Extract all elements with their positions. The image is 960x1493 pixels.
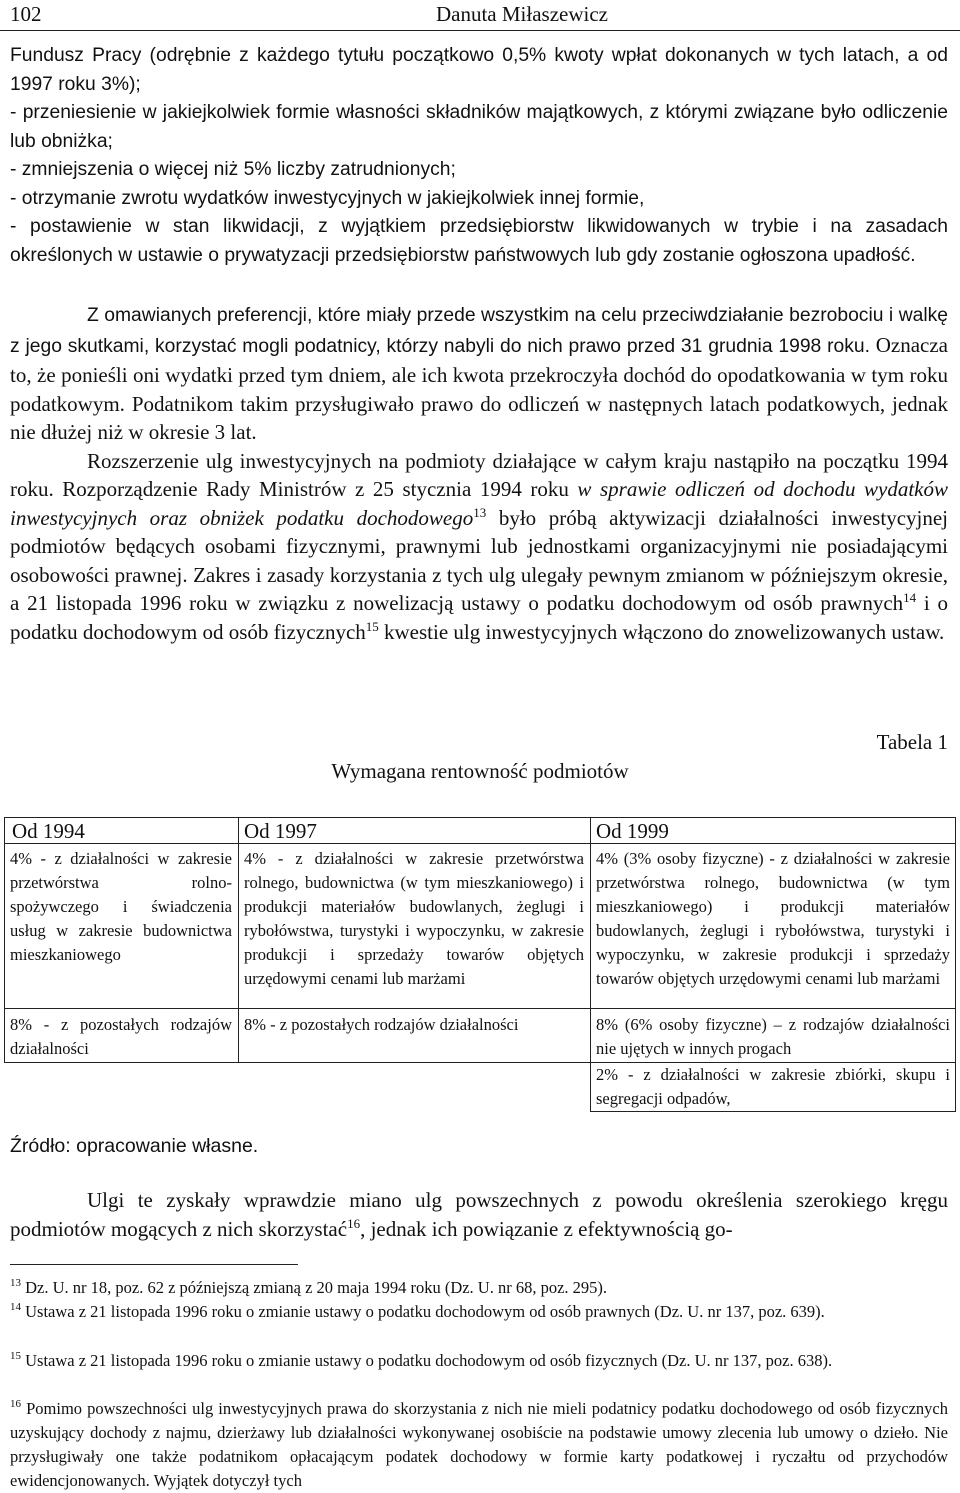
running-head-author: Danuta Miłaszewicz xyxy=(435,2,608,26)
footnote-number: 16 xyxy=(10,1398,21,1410)
table-header-1997: Od 1997 xyxy=(244,819,317,843)
footnote xyxy=(10,1276,948,1300)
body-text xyxy=(10,300,948,646)
paragraph xyxy=(10,447,948,647)
table-header-1994: Od 1994 xyxy=(12,819,85,843)
paragraph-text: , jednak ich powiązanie z efektywnością go- xyxy=(360,1216,733,1241)
footnote-text: Dz. U. nr 18, poz. 62 z późniejszą zmianą z 20 maja 1994 roku (Dz. U. nr 68, poz. 295). xyxy=(25,1278,608,1297)
footnote-ref[interactable]: 16 xyxy=(347,1215,361,1231)
footnote xyxy=(10,1349,948,1373)
paragraph-text: było próbą aktywizacji działalności inwestycyjnej podmiotów będących osobami fizycznymi, prawnymi lub jednostkami organizacyjnymi nie posiadającymi osobowości prawnej. Zakres i zasady korzystania z tych ulg ulegały pewnym zmianom w późniejszym okresie, a 21 listopada 1996 roku w związku z nowelizacją ustawy o podatku dochodowym od osób prawnych xyxy=(10,505,949,615)
table-cell: 4% - z działalności w zakresie przetwórstwa rolno-spożywczego i świadczenia usług w zakresie budownictwa mieszkaniowego xyxy=(10,849,232,964)
table-source: Źródło: opracowanie własne. xyxy=(10,1135,259,1157)
footnote-number: 14 xyxy=(10,1301,21,1313)
paragraph xyxy=(10,1186,948,1243)
list-item: - postawienie w stan likwidacji, z wyjątkiem przedsiębiorstw likwidowanych w trybie i na zasadach określonych w ustawie o prywatyzacji przedsiębiorstw państwowych lub gdy zostanie ogłoszona upadłość. xyxy=(10,216,948,266)
regulation-title: w sprawie odliczeń od dochodu wydatków inwestycyjnych oraz obniżek podatku dochodowego xyxy=(10,477,948,530)
footnote xyxy=(10,1300,948,1324)
list-item: - przeniesienie w jakiejkolwiek formie własności składników majątkowych, z którymi związane było odliczenie lub obniżka; xyxy=(10,102,948,152)
table-cell: 8% (6% osoby fizyczne) – z rodzajów działalności nie ujętych w innych progach xyxy=(596,1015,950,1058)
table-cell: 4% - z działalności w zakresie przetwórstwa rolnego, budownictwa (w tym mieszkaniowego) i produkcji materiałów budowlanych, żeglugi i rybołówstwa, turystyki i wypoczynku, w zakresie produkcji i sprzedaży towarów objętych urzędowymi cenami lub marżami xyxy=(244,849,584,988)
footnote xyxy=(10,1397,948,1493)
table-cell: 2% - z działalności w zakresie zbiórki, skupu i segregacji odpadów, xyxy=(596,1065,950,1108)
paragraph-text: Rozszerzenie ulg inwestycyjnych na podmioty działające w całym kraju nastąpiło na początku 1994 roku. Rozporządzenie Rady Ministrów z 25 stycznia 1994 roku xyxy=(10,448,948,501)
list-intro: Fundusz Pracy (odrębnie z każdego tytułu początkowo 0,5% kwoty wpłat dokonanych w tych latach, a od 1997 roku 3%); xyxy=(10,45,948,95)
table-header-1999: Od 1999 xyxy=(596,819,669,843)
page-number: 102 xyxy=(10,2,42,26)
footnote-ref[interactable]: 14 xyxy=(903,590,917,605)
paragraph-sans-part: Z omawianych preferencji, które miały przede wszystkim na celu przeciwdziałanie bezrobociu i walkę z jego skutkami, korzystać mogli podatnicy, którzy nabyli do nich prawo przed 31 grudnia 1998 roku. xyxy=(10,305,948,357)
closing-text xyxy=(10,1186,948,1243)
page-header xyxy=(0,0,960,31)
footnote-ref[interactable]: 13 xyxy=(473,504,487,520)
footnote-text: Pomimo powszechności ulg inwestycyjnych prawa do skorzystania z nich nie mieli podatnicy podatku dochodowego od osób fizycznych uzyskujący dochody z najmu, dzierżawy lub działalności wykonywanej osobiście na podstawie umowy zlecenia lub umowy o dzieło. Nie przysługiwały one także podatnikom opłacającym podatek dochodowy w formie karty podatkowej i ryczałtu od przychodów ewidencjonowanych. Wyjątek dotyczył tych xyxy=(10,1399,949,1490)
table-cell: 4% (3% osoby fizyczne) - z działalności w zakresie przetwórstwa rolnego, budownictwa (w tym mieszkaniowego) i produkcji materiałów budowlanych, żeglugi i rybołówstwa, turystyki i wypoczynku, w zakresie produkcji i sprzedaży towarów objętych urzędowymi cenami lub marżami xyxy=(596,849,950,988)
table-cell: 8% - z pozostałych rodzajów działalności xyxy=(10,1015,232,1058)
footnote-number: 13 xyxy=(10,1277,21,1289)
list-item: - otrzymanie zwrotu wydatków inwestycyjnych w jakiejkolwiek innej formie, xyxy=(10,187,645,209)
paragraph-text: kwestie ulg inwestycyjnych włączono do znowelizowanych ustaw. xyxy=(378,619,945,644)
table-caption: Wymagana rentowność podmiotów xyxy=(331,759,629,783)
footnote-text: Ustawa z 21 listopada 1996 roku o zmianie ustawy o podatku dochodowym od osób prawnych (Dz. U. nr 137, poz. 639). xyxy=(25,1302,825,1321)
table-cell: 8% - z pozostałych rodzajów działalności xyxy=(244,1015,519,1034)
list-block xyxy=(10,42,948,270)
paragraph-text: i o podatku dochodowym od osób fizycznych xyxy=(10,591,949,644)
footnote-number: 15 xyxy=(10,1350,21,1362)
footnote-ref[interactable]: 15 xyxy=(365,618,379,634)
footnote-separator xyxy=(10,1264,298,1265)
paragraph-text: Ulgi te zyskały wprawdzie miano ulg powszechnych z powodu określenia szerokiego kręgu podmiotów mogących z nich skorzystać xyxy=(10,1188,948,1241)
table-label: Tabela 1 xyxy=(876,730,948,754)
list-item: - zmniejszenia o więcej niż 5% liczby zatrudnionych; xyxy=(10,159,456,180)
paragraph-serif-part: Oznacza to, że ponieśli oni wydatki przed tym dniem, ale ich kwota przekroczyła dochód do opodatkowania w tym roku podatkowym. Podatnikom takim przysługiwało prawo do odliczeń w następnych latach podatkowych, jednak nie dłużej niż w okresie 3 lat. xyxy=(10,332,948,444)
footnote-text: Ustawa z 21 listopada 1996 roku o zmianie ustawy o podatku dochodowym od osób fizycznych (Dz. U. nr 137, poz. 638). xyxy=(25,1351,833,1370)
paragraph xyxy=(10,300,948,447)
